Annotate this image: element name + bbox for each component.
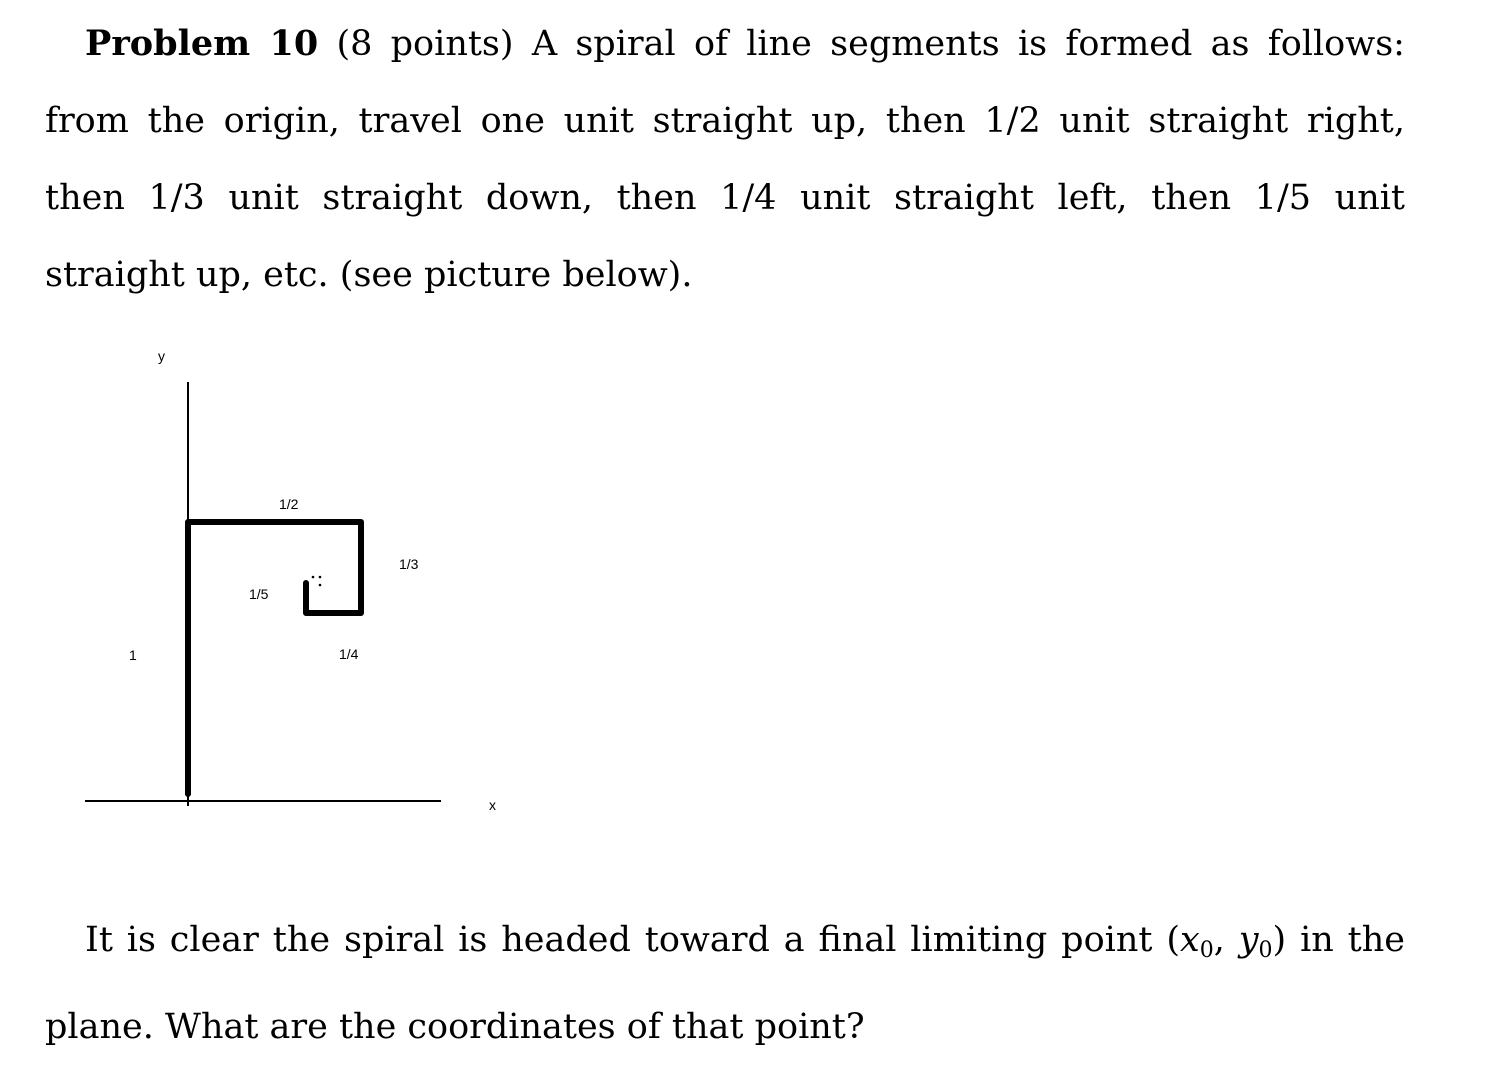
continuation-dot xyxy=(312,576,315,579)
segment-label-1: 1 xyxy=(129,647,137,663)
comma: , xyxy=(1213,920,1239,960)
spiral-path xyxy=(188,522,361,794)
problem-title: Problem 10 xyxy=(85,23,319,64)
segment-label-1-5: 1/5 xyxy=(249,586,269,602)
question-text-before: It is clear the spiral is headed toward a final limiting point ( xyxy=(85,920,1180,960)
problem-points: (8 points) xyxy=(336,24,514,64)
segment-label-1-4: 1/4 xyxy=(339,646,359,662)
x0-var: x xyxy=(1179,920,1200,960)
y-axis-label: y xyxy=(158,348,165,364)
y0-sub: 0 xyxy=(1258,938,1273,963)
problem-text: A spiral of line segments is formed as follows: from the origin, travel one unit straight up, then 1/2 unit straight right, then 1/3 unit straight down, then 1/4 unit straight left, then 1/5 unit straight up, etc. (see picture below). xyxy=(45,24,1405,295)
spiral-figure xyxy=(0,330,560,830)
question-text-after: ) in the plane. What are the coordinates of that point? xyxy=(45,920,1405,1047)
continuation-dot xyxy=(319,584,322,587)
continuation-dot xyxy=(319,576,322,579)
segment-label-1-2: 1/2 xyxy=(279,496,299,512)
problem-statement xyxy=(45,5,1405,314)
x0-sub: 0 xyxy=(1199,938,1214,963)
question xyxy=(45,902,1405,1066)
segment-label-1-3: 1/3 xyxy=(399,556,419,572)
y0-var: y xyxy=(1238,920,1259,960)
x-axis-label: x xyxy=(489,797,496,813)
